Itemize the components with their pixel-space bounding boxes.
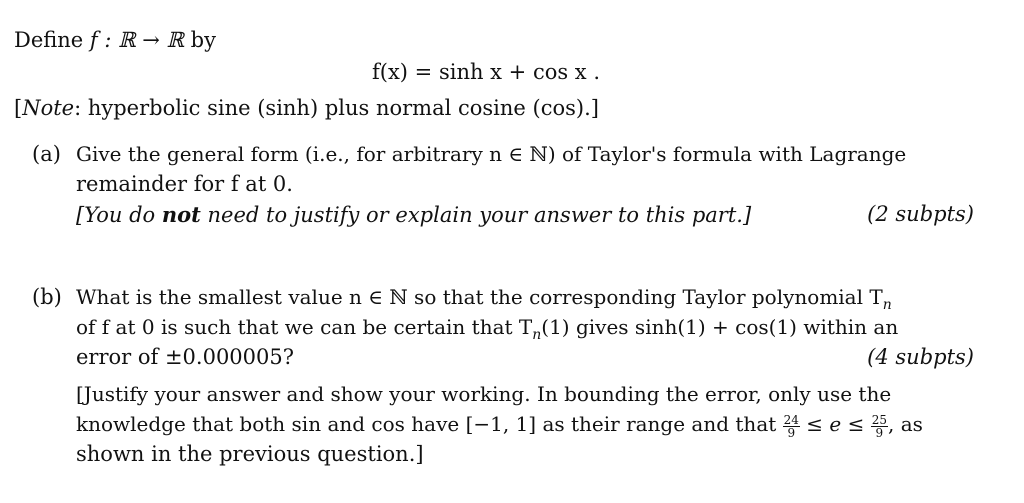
part-a-instruction bbox=[76, 202, 751, 227]
part-b-line1-text: What is the smallest value n ∈ ℕ so that the corresponding Taylor polynomial T bbox=[76, 285, 883, 309]
part-b-line1-sub: n bbox=[882, 297, 892, 313]
frac2-num: 25 bbox=[871, 413, 887, 427]
part-b-line2 bbox=[76, 315, 898, 343]
note-open: [ bbox=[14, 96, 23, 120]
part-b-line1 bbox=[76, 285, 892, 313]
part-b-line3: error of ±0.000005? bbox=[76, 345, 295, 369]
part-b-line2-sub: n bbox=[532, 327, 542, 343]
note-text: : hyperbolic sine (sinh) plus normal cosine (cos).] bbox=[74, 96, 599, 120]
part-a-marker: (a) bbox=[32, 142, 61, 166]
note-label: Note bbox=[22, 96, 75, 120]
define-map: f : ℝ → ℝ bbox=[89, 28, 184, 52]
part-b-line2-prefix: of f at 0 is such that we can be certain that T bbox=[76, 315, 533, 339]
part-a-points: (2 subpts) bbox=[867, 202, 974, 226]
part-b-points: (4 subpts) bbox=[867, 345, 974, 369]
formula: f(x) = sinh x + cos x . bbox=[372, 60, 601, 84]
part-a-instr-close: need to justify or explain your answer to this part.] bbox=[200, 203, 752, 227]
frac1-num: 24 bbox=[783, 413, 799, 427]
define-line bbox=[14, 28, 216, 52]
part-a-line1: Give the general form (i.e., for arbitrary n ∈ ℕ) of Taylor's formula with Lagrange bbox=[76, 142, 907, 166]
part-a-instr-bold: not bbox=[161, 202, 201, 227]
part-b-justify1: [Justify your answer and show your working. In bounding the error, only use the bbox=[76, 382, 892, 406]
part-b-justify3: shown in the previous question.] bbox=[76, 442, 424, 466]
frac1-den: 9 bbox=[787, 426, 796, 440]
part-b-justify2-suffix: , as bbox=[888, 412, 923, 436]
part-b-marker: (b) bbox=[32, 285, 62, 309]
part-b-line2-suffix: (1) gives sinh(1) + cos(1) within an bbox=[541, 315, 899, 339]
part-a-line2: remainder for f at 0. bbox=[76, 172, 293, 196]
frac2-den: 9 bbox=[875, 426, 884, 440]
part-a-instr-open: [You do bbox=[76, 203, 162, 227]
define-suffix: by bbox=[190, 28, 216, 52]
define-prefix: Define bbox=[14, 28, 84, 52]
part-b-justify2 bbox=[76, 412, 923, 439]
fraction-24-9 bbox=[783, 414, 800, 439]
inequality: ≤ e ≤ bbox=[806, 412, 865, 436]
part-b-justify2-prefix: knowledge that both sin and cos have [−1, 1] as their range and that bbox=[76, 412, 777, 436]
fraction-25-9 bbox=[871, 414, 888, 439]
note-line bbox=[14, 96, 599, 120]
